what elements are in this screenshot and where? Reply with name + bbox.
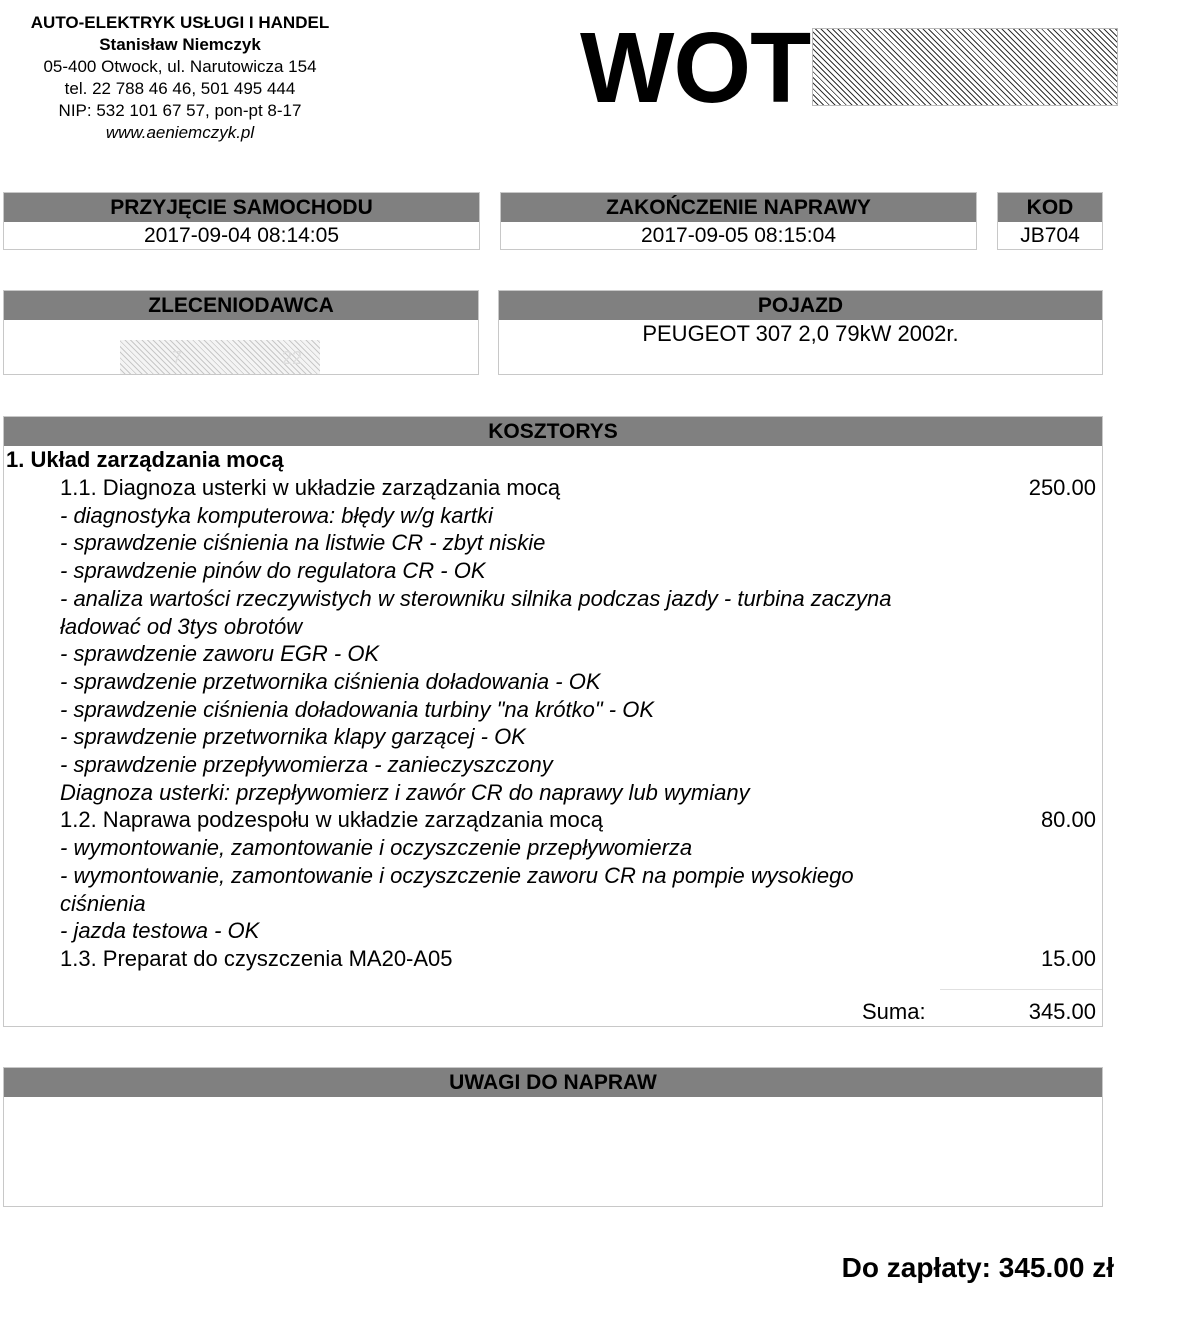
estimate-item-note (4, 668, 1102, 696)
estimate-box (3, 416, 1103, 1027)
estimate-item-note (4, 751, 1102, 779)
estimate-line-text: 1.2. Naprawa podzespołu w układzie zarządzania mocą (60, 807, 603, 833)
estimate-line-text: - sprawdzenie ciśnienia doładowania turbiny "na krótko" - OK (60, 696, 655, 722)
estimate-line-price: 80.00 (1040, 807, 1096, 833)
notes-box (3, 1067, 1103, 1207)
sum-label: Suma: (862, 999, 926, 1024)
company-nip-hours: NIP: 532 101 67 57, pon-pt 8-17 (58, 101, 302, 120)
estimate-line-text: 1.3. Preparat do czyszczenia MA20-A05 (60, 945, 453, 971)
estimate-item (4, 945, 1102, 973)
estimate-line-text: - wymontowanie, zamontowanie i oczyszczenie przepływomierza (60, 835, 693, 861)
code-value: JB704 (1020, 224, 1080, 247)
estimate-item (4, 806, 1102, 834)
redacted-fragment: 7 (172, 348, 183, 368)
company-website: www.aeniemczyk.pl (105, 123, 255, 142)
redacted-fragment: 22 (282, 348, 303, 368)
estimate-item-note (4, 723, 1102, 751)
estimate-line-text: - sprawdzenie zaworu EGR - OK (60, 641, 380, 667)
estimate-item-note (4, 917, 1102, 945)
total-due: Do zapłaty: 345.00 zł (841, 1252, 1114, 1283)
admission-label: PRZYJĘCIE SAMOCHODU (4, 193, 479, 222)
estimate-item-note (4, 834, 1102, 862)
estimate-lines (4, 474, 1102, 973)
sum-divider (940, 989, 1102, 990)
estimate-line-text: Diagnoza usterki: przepływomierz i zawór CR do naprawy lub wymiany (60, 779, 750, 805)
company-name: AUTO-ELEKTRYK USŁUGI I HANDEL (30, 13, 330, 32)
estimate-sum-row (4, 989, 1102, 1023)
notes-label: UWAGI DO NAPRAW (4, 1068, 1102, 1097)
admission-value: 2017-09-04 08:14:05 (144, 224, 339, 247)
redacted-logo-area (812, 28, 1118, 106)
estimate-item-note (4, 640, 1102, 668)
estimate-line-text: - sprawdzenie przetwornika ciśnienia doładowania - OK (60, 668, 601, 694)
code-label: KOD (998, 193, 1102, 222)
estimate-item-note (4, 529, 1102, 557)
completion-value: 2017-09-05 08:15:04 (641, 224, 836, 247)
estimate-line-text: - diagnostyka komputerowa: błędy w/g kartki (60, 502, 493, 528)
estimate-label: KOSZTORYS (4, 417, 1102, 446)
estimate-line-text: - sprawdzenie przepływomierza - zanieczyszczony (60, 752, 553, 778)
estimate-item-note (4, 696, 1102, 724)
sum-value: 345.00 (1028, 999, 1096, 1024)
client-label: ZLECENIODAWCA (4, 291, 478, 320)
estimate-line-text: - sprawdzenie pinów do regulatora CR - OK (60, 558, 486, 584)
estimate-line-text: - jazda testowa - OK (60, 918, 260, 944)
estimate-item-note (4, 779, 1102, 807)
estimate-line-text: 1.1. Diagnoza usterki w układzie zarządzania mocą (60, 475, 561, 500)
estimate-line-price: 15.00 (1040, 945, 1096, 971)
completion-label: ZAKOŃCZENIE NAPRAWY (501, 193, 976, 222)
code-box (997, 192, 1103, 250)
estimate-line-text: - wymontowanie, zamontowanie i oczyszczenie zaworu CR na pompie wysokiego ciśnienia (60, 862, 854, 916)
estimate-item-note (4, 585, 1102, 640)
estimate-line-price: 250.00 (1028, 475, 1096, 500)
estimate-line-text: - analiza wartości rzeczywistych w sterowniku silnika podczas jazdy - turbina zaczyna ładować od 3tys obrotów (60, 585, 892, 639)
completion-box (500, 192, 977, 250)
vehicle-value: PEUGEOT 307 2,0 79kW 2002r. (642, 321, 959, 346)
company-owner: Stanisław Niemczyk (99, 35, 261, 54)
estimate-line-text: - sprawdzenie ciśnienia na listwie CR - zbyt niskie (60, 530, 546, 556)
estimate-item (4, 474, 1102, 502)
company-address: 05-400 Otwock, ul. Narutowicza 154 (43, 57, 317, 76)
notes-value (4, 1097, 1102, 1109)
admission-box (3, 192, 480, 250)
estimate-item-note (4, 557, 1102, 585)
vehicle-box (498, 290, 1103, 375)
client-box (3, 290, 479, 375)
company-phone: tel. 22 788 46 46, 501 495 444 (64, 79, 296, 98)
vehicle-label: POJAZD (499, 291, 1102, 320)
estimate-item-note (4, 502, 1102, 530)
estimate-line-text: - sprawdzenie przetwornika klapy garzącej - OK (60, 724, 526, 750)
redacted-client-area (120, 340, 320, 374)
wot-logo: WOT (580, 12, 811, 124)
estimate-section-title: 1. Układ zarządzania mocą (6, 447, 284, 472)
company-info (0, 12, 360, 144)
estimate-item-note (4, 862, 1102, 917)
